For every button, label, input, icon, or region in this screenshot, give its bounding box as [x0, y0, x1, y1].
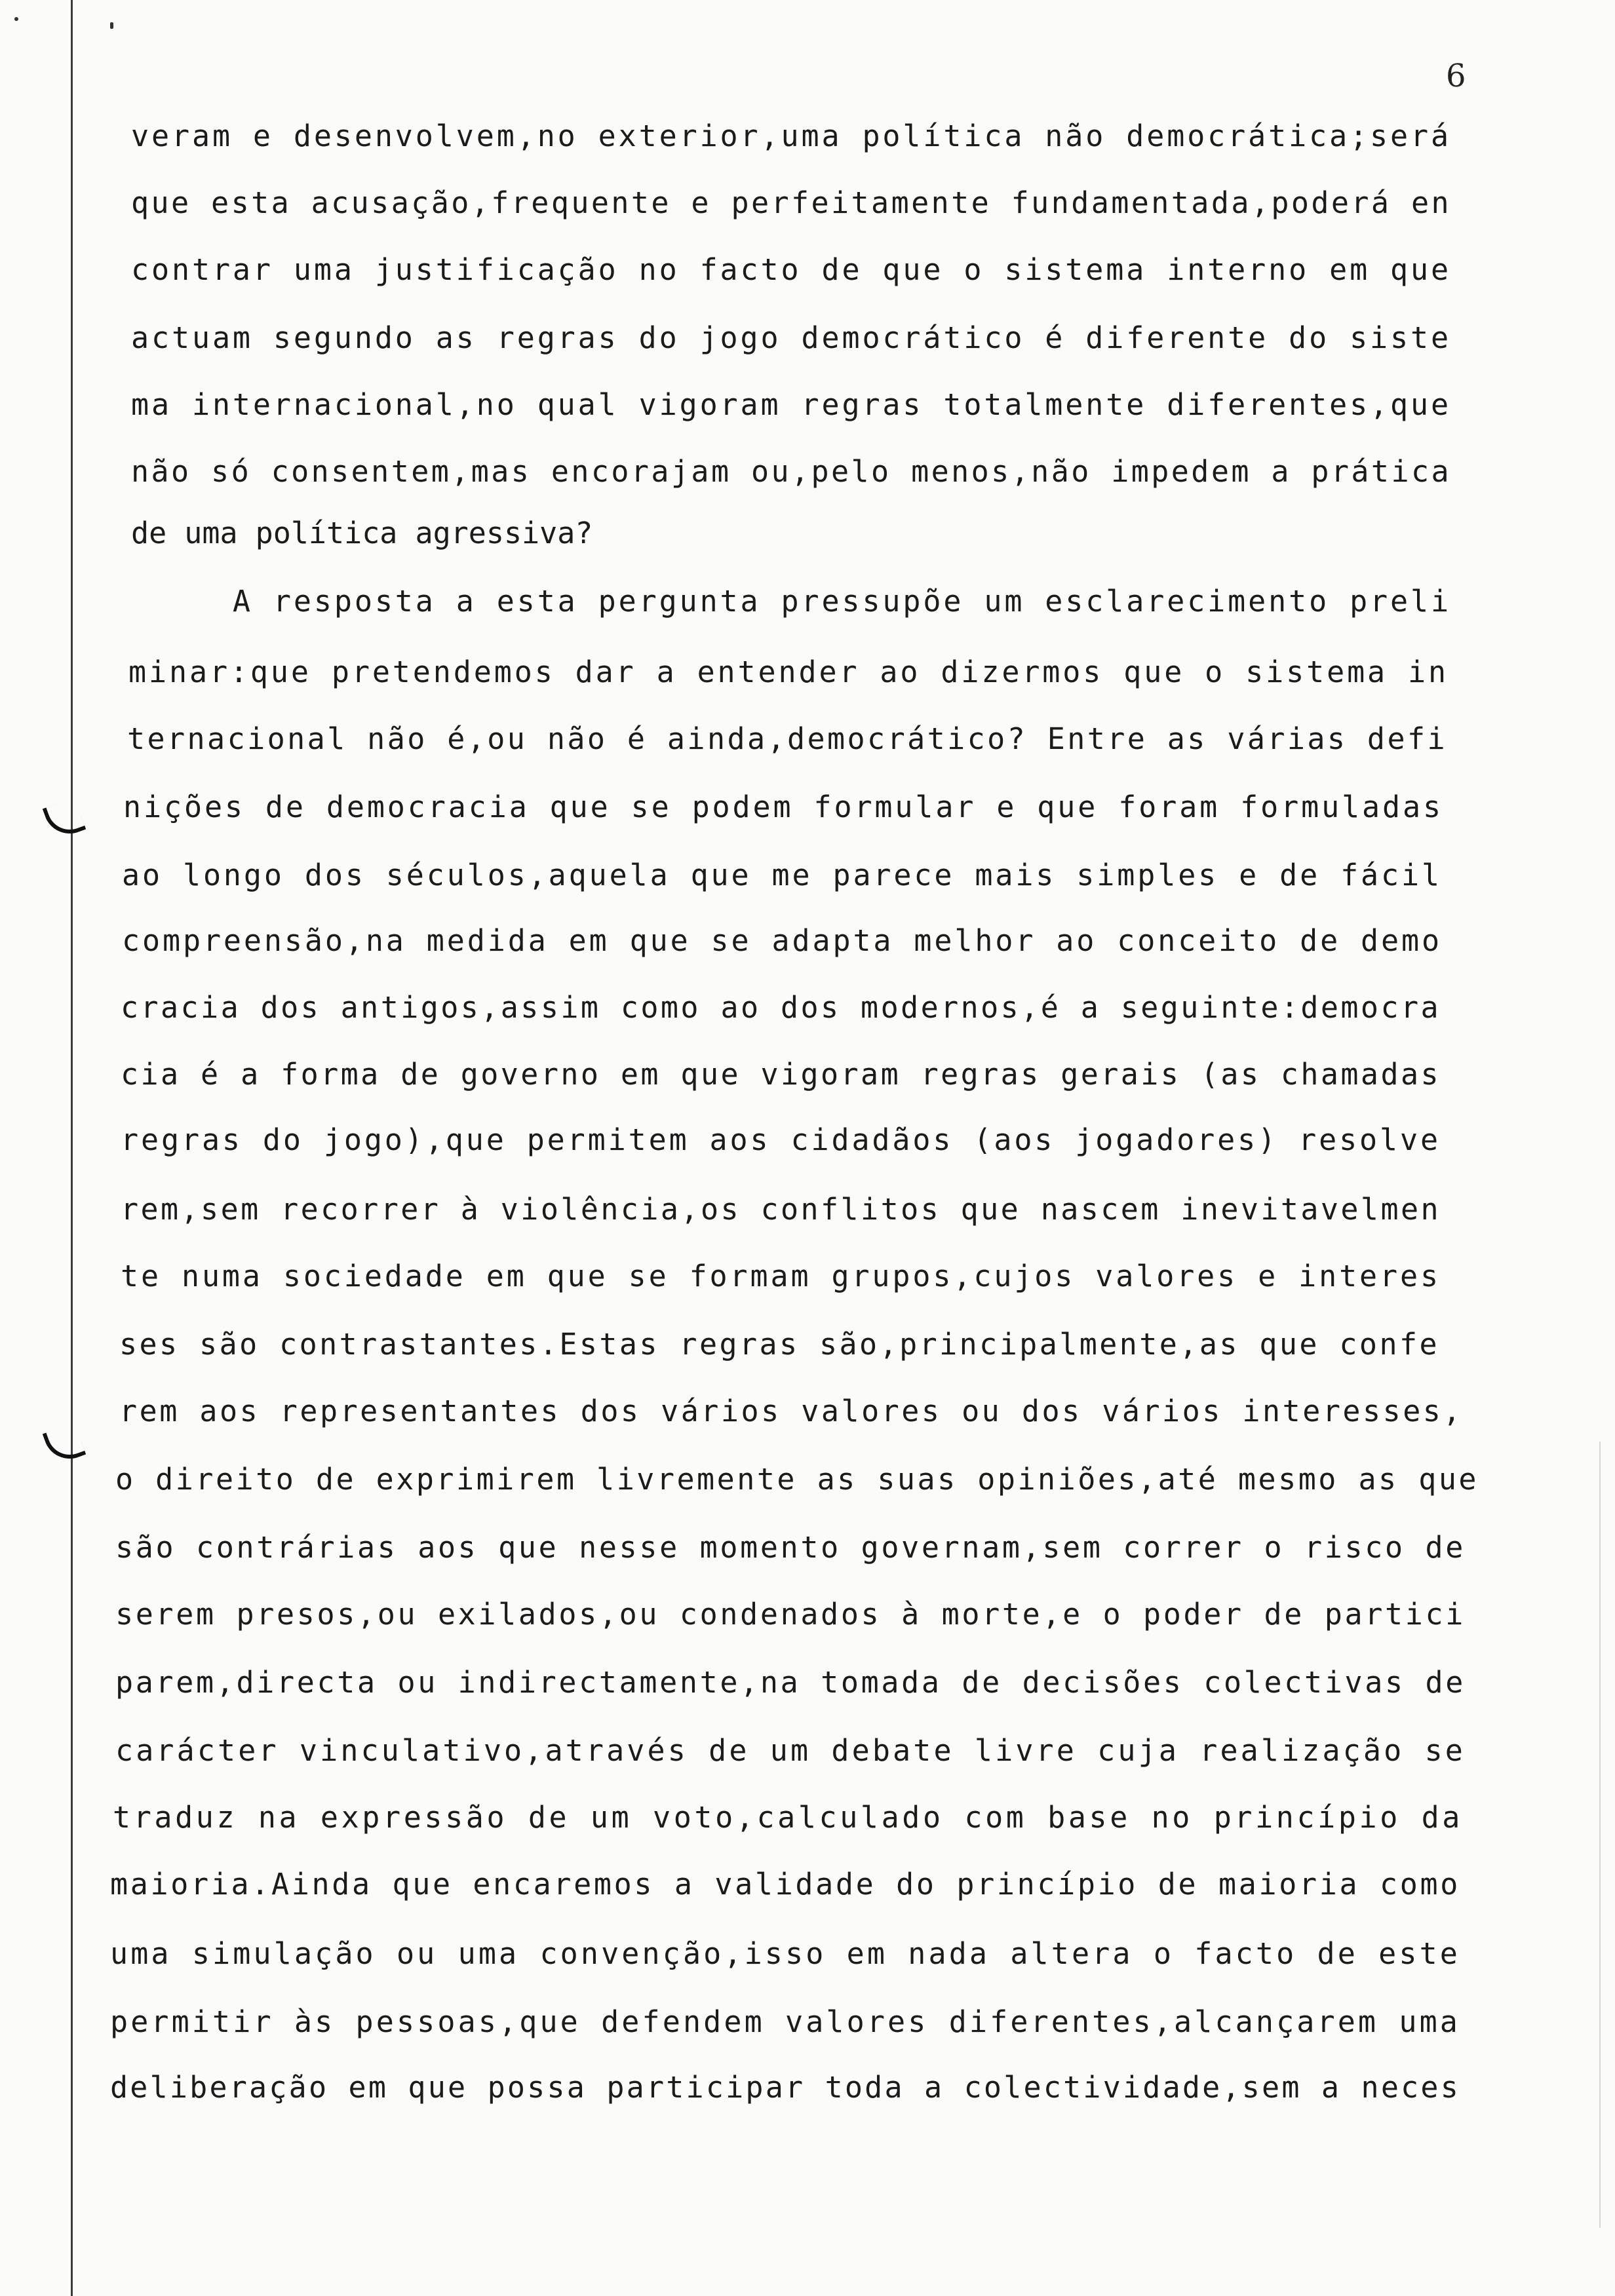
text-line: ternacional não é,ou não é ainda,democrático? Entre as várias defi [127, 721, 1447, 756]
text-line: não só consentem,mas encorajam ou,pelo menos,não impedem a prática [131, 454, 1451, 489]
text-line: compreensão,na medida em que se adapta melhor ao conceito de demo [122, 923, 1442, 958]
text-line: de uma política agressiva? [131, 516, 593, 550]
text-line: nições de democracia que se podem formular e que foram formuladas [123, 790, 1443, 824]
text-line: o direito de exprimirem livremente as suas opiniões,até mesmo as que [115, 1462, 1479, 1497]
text-line: rem,sem recorrer à violência,os conflitos que nascem inevitavelmen [121, 1192, 1441, 1227]
page-edge-shadow [1599, 1442, 1601, 2228]
text-line: maioria.Ainda que encaremos a validade do princípio de maioria como [110, 1867, 1460, 1902]
binder-hook-mark [43, 1423, 87, 1466]
text-line: que esta acusação,frequente e perfeitamente fundamentada,poderá en [131, 185, 1451, 220]
text-line: te numa sociedade em que se formam grupos,cujos valores e interes [121, 1259, 1441, 1293]
text-line: serem presos,ou exilados,ou condenados à morte,e o poder de partici [115, 1597, 1466, 1632]
text-line: ao longo dos séculos,aquela que me parece mais simples e de fácil [122, 858, 1442, 892]
text-line: deliberação em que possa participar toda a colectividade,sem a neces [110, 2070, 1460, 2105]
text-line: parem,directa ou indirectamente,na tomada de decisões colectivas de [115, 1665, 1466, 1700]
text-line: actuam segundo as regras do jogo democrático é diferente do siste [131, 320, 1451, 355]
binder-hook-mark [43, 797, 87, 841]
text-line: ses são contrastantes.Estas regras são,principalmente,as que confe [119, 1327, 1439, 1362]
punch-mark [110, 22, 113, 29]
text-line: regras do jogo),que permitem aos cidadãos (aos jogadores) resolve [121, 1122, 1441, 1157]
page-number: 6 [1446, 58, 1466, 94]
text-line: rem aos representantes dos vários valores ou dos vários interesses, [119, 1394, 1463, 1428]
text-line: cracia dos antigos,assim como ao dos modernos,é a seguinte:democra [121, 990, 1441, 1025]
text-line: são contrárias aos que nesse momento governam,sem correr o risco de [115, 1530, 1466, 1565]
text-line: minar:que pretendemos dar a entender ao dizermos que o sistema in [128, 655, 1449, 689]
punch-mark [14, 17, 18, 21]
text-line: contrar uma justificação no facto de que o sistema interno em que [131, 252, 1451, 287]
text-line: permitir às pessoas,que defendem valores diferentes,alcançarem uma [110, 2004, 1460, 2039]
text-line: carácter vinculativo,através de um debate livre cuja realização se [115, 1733, 1466, 1768]
text-line: uma simulação ou uma convenção,isso em nada altera o facto de este [110, 1936, 1460, 1971]
text-line: ma internacional,no qual vigoram regras totalmente diferentes,que [131, 387, 1451, 422]
text-line: cia é a forma de governo em que vigoram regras gerais (as chamadas [121, 1057, 1441, 1092]
text-line: traduz na expressão de um voto,calculado com base no princípio da [113, 1800, 1463, 1835]
text-line: veram e desenvolvem,no exterior,uma política não democrática;será [131, 119, 1451, 153]
text-line: A resposta a esta pergunta pressupõe um esclarecimento preli [131, 584, 1451, 619]
binding-margin-line [71, 0, 73, 2296]
